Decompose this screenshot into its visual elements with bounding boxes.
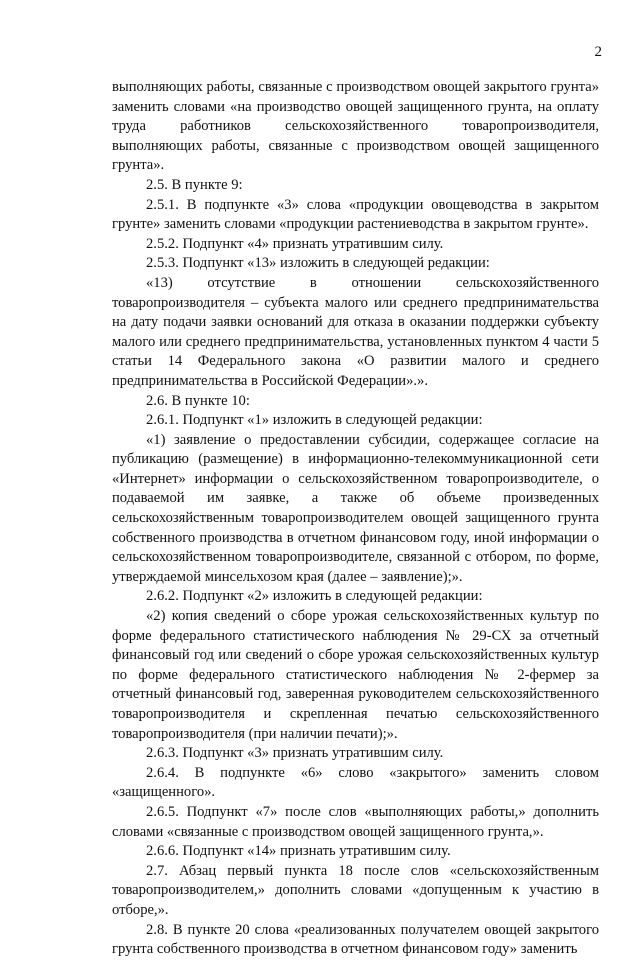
paragraph: 2.5.1. В подпункте «3» слова «продукции овощеводства в закрытом грунте» заменить словами «продукции растениеводства в закрытом грунте». xyxy=(112,196,599,233)
paragraph: выполняющих работы, связанные с производством овощей закрытого грунта» заменить словами «на производство овощей защищенного грунта, на оплату труда работников сельскохозяйственного товаропроизводителя, выполняющих работы, связанные с производством овощей защищенного грунта». xyxy=(112,79,599,174)
paragraph: 2.5.3. Подпункт «13» изложить в следующей редакции: xyxy=(146,255,490,272)
paragraph: 2.6. В пункте 10: xyxy=(146,392,250,409)
paragraph: 2.6.3. Подпункт «3» признать утратившим силу. xyxy=(146,745,444,762)
paragraph: 2.6.2. Подпункт «2» изложить в следующей редакции: xyxy=(146,588,483,605)
paragraph: «2) копия сведений о сборе урожая сельскохозяйственных культур по форме федерального статистического наблюдения № 29-СХ за отчетный финансовый год или сведений о сборе урожая сельскохозяйственных культур по форме федерального статистического наблюдения № 2-фермер за отчетный финансовый год, заверенная руководителем сельскохозяйственного товаропроизводителя и скрепленная печатью сельскохозяйственного товаропроизводителя (при наличии печати);». xyxy=(112,608,599,742)
paragraph: 2.8. В пункте 20 слова «реализованных получателем овощей закрытого грунта собственного производства в отчетном финансовом году» заменить xyxy=(112,921,599,958)
paragraph: 2.5.2. Подпункт «4» признать утратившим силу. xyxy=(146,235,444,252)
document-body xyxy=(112,78,599,960)
paragraph: 2.6.6. Подпункт «14» признать утратившим силу. xyxy=(146,843,451,860)
paragraph: 2.6.4. В подпункте «6» слово «закрытого» заменить словом «защищенного». xyxy=(112,764,599,801)
paragraph: 2.6.5. Подпункт «7» после слов «выполняющих работы,» дополнить словами «связанные с производством овощей защищенного грунта,». xyxy=(112,803,599,840)
paragraph: 2.5. В пункте 9: xyxy=(146,176,243,193)
paragraph: 2.7. Абзац первый пункта 18 после слов «сельскохозяйственным товаропроизводителем,» дополнить словами «допущенным к участию в отборе,». xyxy=(112,862,599,918)
paragraph: «13) отсутствие в отношении сельскохозяйственного товаропроизводителя – субъекта малого или среднего предпринимательства на дату подачи заявки оснований для отказа в оказании поддержки субъекту малого или среднего предпринимательства, установленных пунктом 4 части 5 статьи 14 Федерального закона «О развитии малого и среднего предпринимательства в Российской Федерации».». xyxy=(112,274,599,389)
page-number: 2 xyxy=(594,44,602,60)
paragraph: 2.6.1. Подпункт «1» изложить в следующей редакции: xyxy=(146,412,483,429)
paragraph: «1) заявление о предоставлении субсидии, содержащее согласие на публикацию (размещение) в информационно-телекоммуникационной сети «Интернет» информации о сельскохозяйственном товаропроизводителе, о подаваемой им заявке, а также об объеме произведенных сельскохозяйственным товаропроизводителем овощей защищенного грунта собственного производства в отчетном финансовом году, иной информации о сельскохозяйственном товаропроизводителе, связанной с отбором, по форме, утверждаемой минсельхозом края (далее – заявление);». xyxy=(112,431,599,585)
